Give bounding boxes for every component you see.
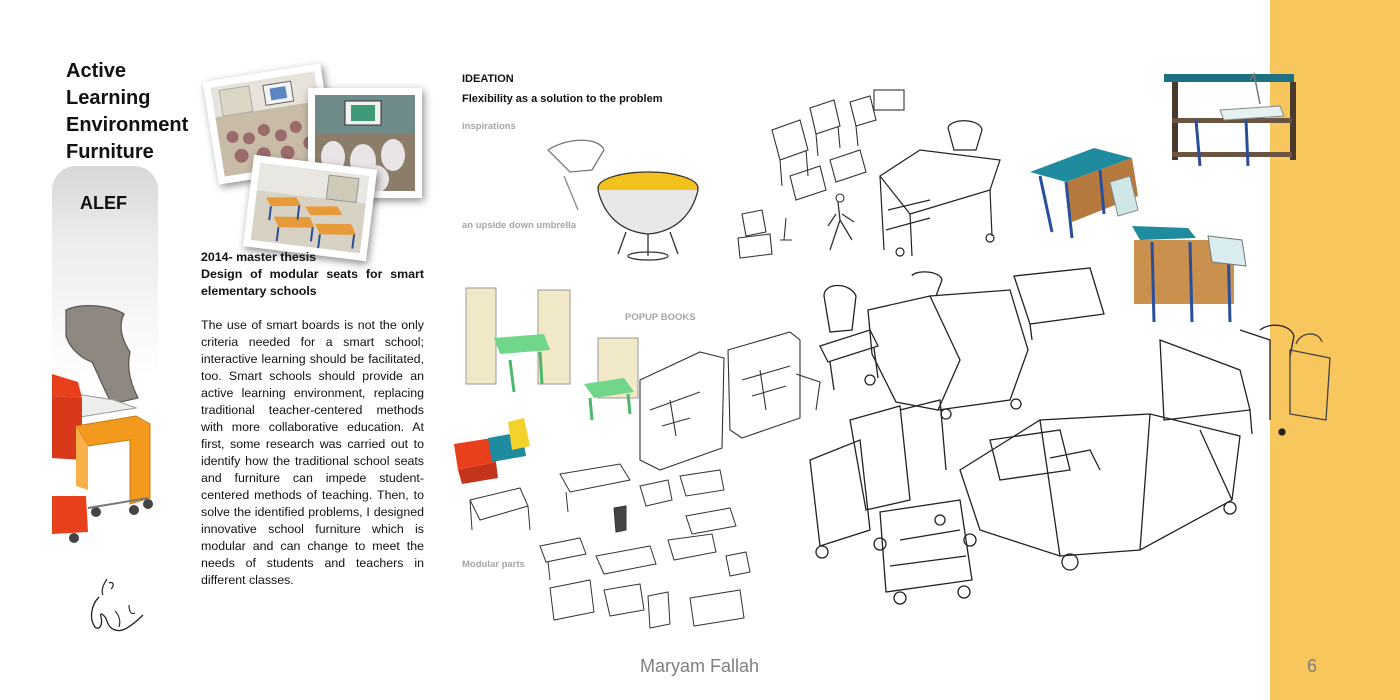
title-line: Environment — [66, 114, 189, 136]
thesis-year-line: 2014- master thesis — [201, 250, 317, 264]
popup-books-label: POPUP BOOKS — [625, 312, 696, 323]
title-line: Active — [66, 60, 127, 82]
shelf-desk-render — [1164, 74, 1296, 166]
modular-parts-label: Modular parts — [462, 559, 525, 570]
modular-sketches — [470, 464, 750, 628]
teal-desk-render — [1030, 148, 1246, 322]
thesis-title-line: Design of modular seats for smart elementary schools — [201, 267, 424, 298]
popup-book-renders — [466, 288, 638, 420]
page-number: 6 — [1307, 656, 1318, 676]
ideation-heading: IDEATION — [462, 73, 514, 85]
umbrella-label: an upside down umbrella — [462, 220, 577, 231]
inspirations-label: inspirations — [462, 121, 516, 132]
project-name: ALEF — [80, 193, 127, 213]
modular-block-render — [454, 418, 530, 484]
title-line: Learning — [66, 87, 151, 109]
ideation-subheading: Flexibility as a solution to the problem — [462, 93, 663, 105]
thesis-body-paragraph: The use of smart boards is not the only criteria needed for a smart school; interactive learning should be facilitated, too. Smart schools should provide an active learning environment, replacing traditional teacher-centered methods with more collaborative education. At first, some research was carried out to identify how the traditional school seats and furniture can impede student-centered methods of teaching. Then, to solve the identified problems, I designed innovative school furniture which is modular and can change to meet the needs of students and teachers in different classes. — [201, 318, 424, 587]
desk-chair-sketch — [880, 121, 1000, 256]
large-furniture-sketches — [810, 268, 1330, 604]
author-name: Maryam Fallah — [640, 656, 760, 676]
popup-sketches — [640, 332, 820, 470]
chair-sketches — [738, 90, 904, 258]
umbrella-sketch — [548, 140, 698, 260]
title-line: Furniture — [66, 141, 154, 163]
